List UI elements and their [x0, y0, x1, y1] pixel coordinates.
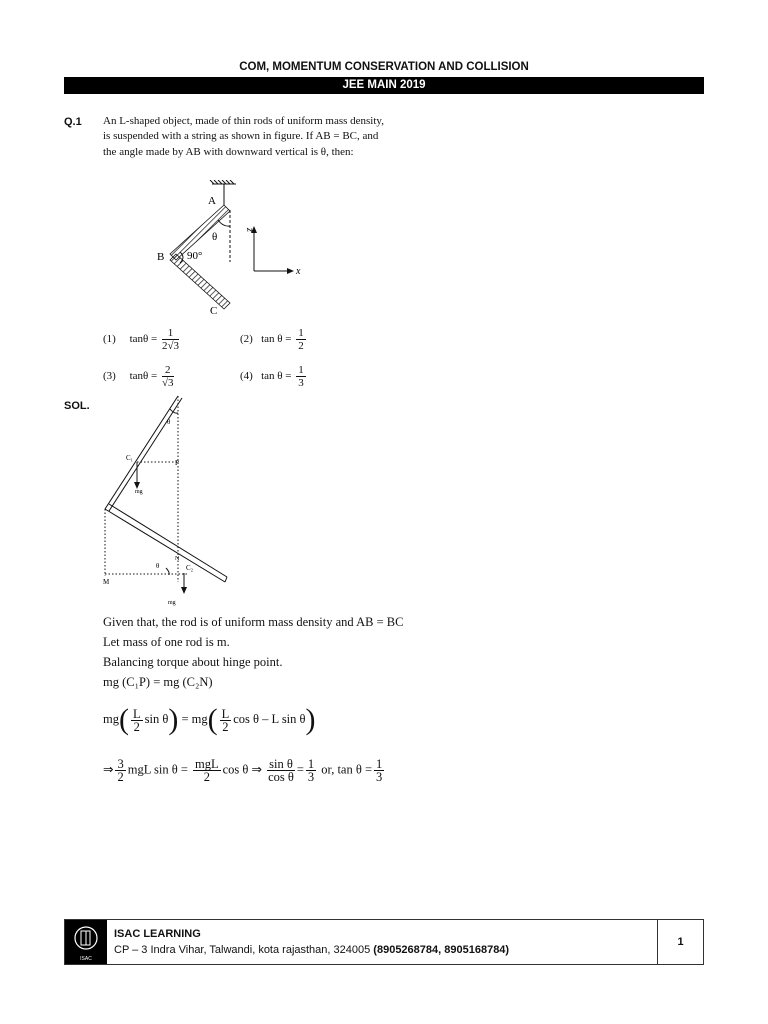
option-1[interactable]: (1) tanθ = $\frac{1}{2√3}$	[103, 327, 180, 352]
label-m: M	[103, 578, 110, 586]
question-number: Q.1	[64, 116, 82, 128]
door-icon	[65, 920, 107, 964]
page-heading: COM, MOMENTUM CONSERVATION AND COLLISION	[239, 61, 529, 73]
option-3[interactable]: (3) tanθ = $\frac{2}{√3}$	[103, 364, 174, 389]
question-figure	[150, 180, 310, 320]
page-number: 1	[677, 936, 684, 948]
option-2[interactable]: (2) tan θ = $\frac{1}{2}$	[240, 327, 304, 352]
solution-figure	[100, 392, 235, 612]
label-mg1: mg	[135, 489, 143, 495]
label-p: P	[175, 459, 179, 467]
label-x: x	[296, 266, 301, 277]
label-theta2: θ	[156, 562, 160, 570]
solution-label: SOL.	[64, 400, 90, 412]
solution-line-1: Given that, the rod is of uniform mass density and AB = BC	[103, 615, 404, 629]
org-address: CP – 3 Indra Vihar, Talwandi, kota rajasthan, 324005 (8905268784, 8905168784)	[114, 944, 510, 956]
label-mg2: mg	[168, 600, 176, 606]
equation-2: ⇒ $\frac{3}{2}$ mgL sin θ = $\frac{\text{mgL}}{2}$ cos θ ⇒ $\frac{\text{sin θ}}{\text{cos θ}}$ = $\frac{1}{3}$ or, tan θ = $\frac{1}{3}$	[103, 757, 383, 784]
label-angle: 90°	[187, 250, 203, 262]
isac-logo	[65, 920, 107, 964]
label-c: C	[210, 305, 218, 317]
label-n: N	[175, 556, 180, 562]
label-c1: C₁	[126, 454, 134, 462]
solution-line-4: mg (C₁P) = mg (C₂N)	[103, 675, 213, 689]
label-a: A	[208, 195, 216, 207]
footer	[64, 919, 704, 965]
label-c2: C₂	[186, 564, 194, 572]
svg-text:ISAC: ISAC	[80, 956, 92, 962]
equation-1: mg( $\frac{L}{2}$ sin θ) = mg( $\frac{L}{2}$ cos θ – L sin θ)	[103, 703, 316, 736]
org-name: ISAC LEARNING	[114, 928, 201, 940]
label-theta1: θ	[167, 418, 171, 426]
label-z: z	[244, 228, 255, 232]
option-4[interactable]: (4) tan θ = $\frac{1}{3}$	[240, 364, 304, 389]
label-theta: θ	[212, 231, 218, 243]
solution-line-2: Let mass of one rod is m.	[103, 635, 230, 649]
exam-banner: JEE MAIN 2019	[64, 77, 704, 94]
question-text: An L-shaped object, made of thin rods of uniform mass density, is suspended with a string as shown in figure. If AB = BC, and the angle made by AB with downward vertical is θ, then:	[103, 115, 384, 158]
solution-line-3: Balancing torque about hinge point.	[103, 655, 283, 669]
label-b: B	[157, 251, 165, 263]
